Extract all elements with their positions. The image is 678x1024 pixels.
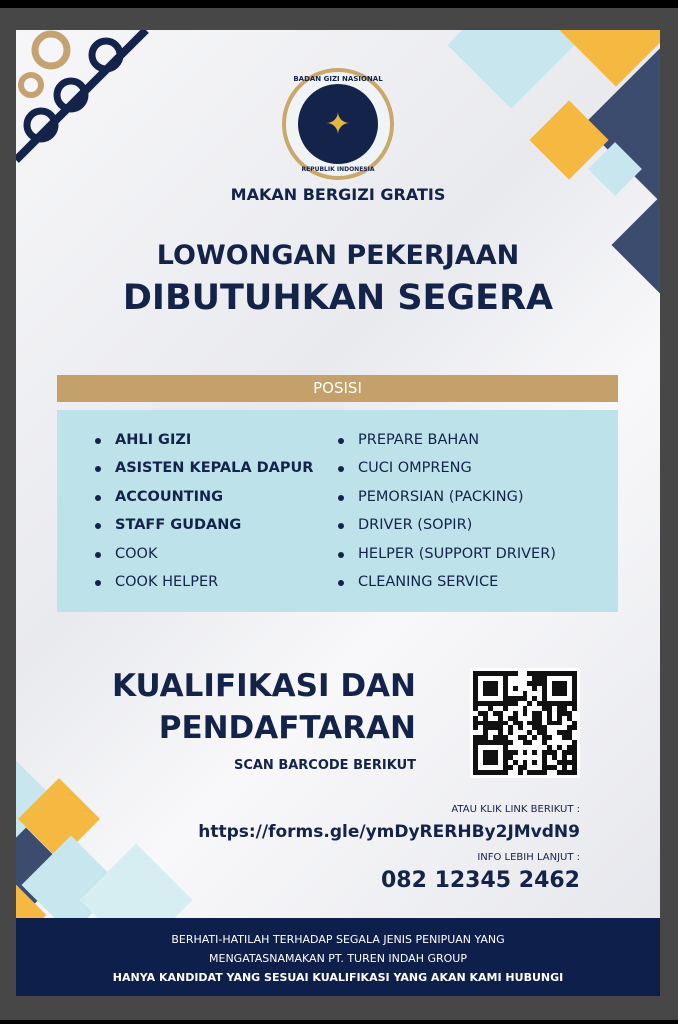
position-item: PEMORSIAN (PACKING) [358, 489, 524, 505]
footer-line-1: BERHATI-HATILAH TERHADAP SEGALA JENIS PENIPUAN YANG [171, 933, 505, 946]
qr-code[interactable] [470, 668, 580, 778]
position-item: ACCOUNTING [115, 489, 224, 505]
bgn-logo [282, 68, 394, 180]
registration-link[interactable]: https://forms.gle/ymDyRERHBy2JMvdN9 [198, 822, 580, 842]
scan-instruction: SCAN BARCODE BERIKUT [233, 758, 416, 773]
position-item: PREPARE BAHAN [358, 432, 480, 448]
position-item: DRIVER (SOPIR) [358, 517, 473, 533]
footer-notice [16, 918, 660, 996]
decor-shape [447, 30, 574, 109]
footer-line-3: HANYA KANDIDAT YANG SESUAI KUALIFIKASI YANG AKAN KAMI HUBUNGI [112, 971, 564, 984]
position-item: COOK HELPER [115, 574, 219, 590]
position-item: HELPER (SUPPORT DRIVER) [358, 546, 556, 562]
program-name: MAKAN BERGIZI GRATIS [230, 185, 446, 204]
link-label: ATAU KLIK LINK BERIKUT : [451, 804, 580, 815]
logo-top-text: BADAN GIZI NASIONAL [293, 75, 383, 83]
ornament-swirl [16, 30, 156, 170]
garuda-emblem-icon: ✦ [298, 84, 378, 164]
position-item: AHLI GIZI [115, 432, 192, 448]
footer-line-2: MENGATASNAMAKAN PT. TUREN INDAH GROUP [209, 952, 467, 965]
position-item: CLEANING SERVICE [358, 574, 499, 590]
position-item: ASISTEN KEPALA DAPUR [115, 460, 314, 476]
headline-1: LOWONGAN PEKERJAAN [156, 240, 520, 271]
info-label: INFO LEBIH LANJUT : [477, 852, 580, 863]
position-item: COOK [115, 546, 158, 562]
job-poster [16, 30, 660, 996]
logo-bottom-text: REPUBLIK INDONESIA [301, 166, 375, 173]
position-item: STAFF GUDANG [115, 517, 242, 533]
qualification-title-1: KUALIFIKASI DAN [111, 668, 416, 704]
qualification-title-2: PENDAFTARAN [158, 710, 416, 746]
position-item: CUCI OMPRENG [358, 460, 472, 476]
positions-list [57, 410, 618, 612]
phone-number: 082 12345 2462 [380, 868, 580, 893]
positions-header: POSISI [57, 375, 618, 402]
headline-2: DIBUTUHKAN SEGERA [122, 278, 554, 318]
